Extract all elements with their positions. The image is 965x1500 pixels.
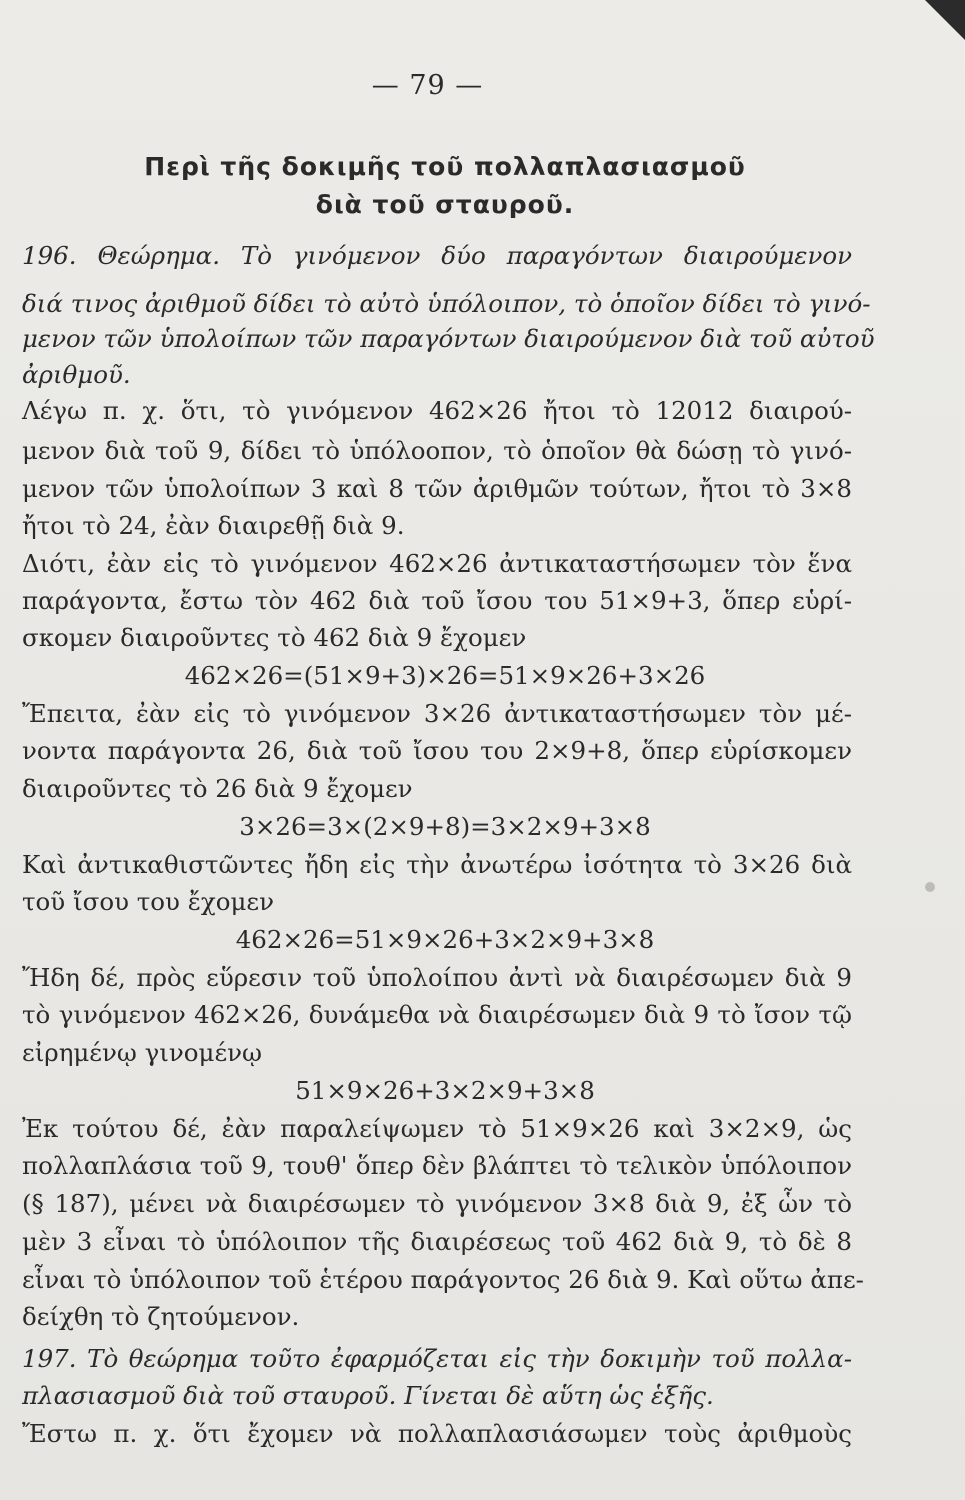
text-line: παράγοντα, ἔστω τὸν 462 διὰ τοῦ ἴσου του 51×9+3, ὅπερ εὑρί- — [22, 586, 852, 615]
equation: 462×26=(51×9+3)×26=51×9×26+3×26 — [184, 661, 706, 690]
text-line: μενον τῶν ὑπολοίπων τῶν παραγόντων διαιρούμενον διὰ τοῦ αὐτοῦ — [22, 324, 875, 353]
section-heading-continued: διὰ τοῦ σταυροῦ. — [315, 190, 575, 219]
text-line: τοῦ ἴσου του ἔχομεν — [22, 887, 274, 916]
text-line: Ἔπειτα, ἐὰν εἰς τὸ γινόμενον 3×26 ἀντικαταστήσωμεν τὸν μέ- — [22, 699, 852, 728]
text-line: πλασιασμοῦ διὰ τοῦ σταυροῦ. Γίνεται δὲ αὕτη ὡς ἑξῆς. — [22, 1381, 714, 1410]
text-line: διά τινος ἀριθμοῦ δίδει τὸ αὐτὸ ὑπόλοιπον, τὸ ὁποῖον δίδει τὸ γινό- — [22, 289, 871, 318]
text-line: Ἔστω π. χ. ὅτι ἔχομεν νὰ πολλαπλασιάσωμεν τοὺς ἀριθμοὺς — [22, 1419, 852, 1448]
text-line: 196. Θεώρημα. Τὸ γινόμενον δύο παραγόντων διαιρούμενον — [22, 241, 852, 270]
text-line: εἰρημένῳ γινομένῳ — [22, 1038, 263, 1067]
text-line: δείχθη τὸ ζητούμενον. — [22, 1302, 300, 1331]
text-line: νοντα παράγοντα 26, διὰ τοῦ ἴσου του 2×9+8, ὅπερ εὑρίσκομεν — [22, 736, 852, 765]
text-line: μενον διὰ τοῦ 9, δίδει τὸ ὑπόλοοπον, τὸ ὁποῖον θὰ δώσῃ τὸ γινό- — [22, 436, 852, 465]
text-line: τὸ γινόμενον 462×26, δυνάμεθα νὰ διαιρέσωμεν διὰ 9 τὸ ἴσον τῷ — [22, 1000, 852, 1029]
equation: 51×9×26+3×2×9+3×8 — [295, 1076, 595, 1105]
text-line: Ἤδη δέ, πρὸς εὕρεσιν τοῦ ὑπολοίπου ἀντὶ νὰ διαιρέσωμεν διὰ 9 — [22, 963, 852, 992]
text-line: διαιροῦντες τὸ 26 διὰ 9 ἔχομεν — [22, 774, 413, 803]
text-line: σκομεν διαιροῦντες τὸ 462 διὰ 9 ἔχομεν — [22, 623, 527, 652]
text-line: Ἐκ τούτου δέ, ἐὰν παραλείψωμεν τὸ 51×9×26 καὶ 3×2×9, ὡς — [22, 1114, 852, 1143]
page-corner — [925, 0, 965, 40]
text-line: 197. Τὸ θεώρημα τοῦτο ἐφαρμόζεται εἰς τὴν δοκιμὴν τοῦ πολλα- — [22, 1344, 852, 1373]
text-line: εἶναι τὸ ὑπόλοιπον τοῦ ἑτέρου παράγοντος 26 διὰ 9. Καὶ οὕτω ἀπε- — [22, 1265, 864, 1294]
text-line: Διότι, ἐὰν εἰς τὸ γινόμενον 462×26 ἀντικαταστήσωμεν τὸν ἕνα — [22, 549, 852, 578]
section-heading: Περὶ τῆς δοκιμῆς τοῦ πολλαπλασιασμοῦ — [144, 152, 746, 181]
text-line: Καὶ ἀντικαθιστῶντες ἤδη εἰς τὴν ἀνωτέρω ἰσότητα τὸ 3×26 διὰ — [22, 850, 852, 879]
text-line: ἤτοι τὸ 24, ἐὰν διαιρεθῇ διὰ 9. — [22, 511, 405, 540]
page-number: — 79 — — [371, 70, 484, 101]
ink-spot — [925, 882, 935, 892]
text-line: πολλαπλάσια τοῦ 9, τουθ' ὅπερ δὲν βλάπτει τὸ τελικὸν ὑπόλοιπον — [22, 1151, 852, 1180]
text-line: Λέγω π. χ. ὅτι, τὸ γινόμενον 462×26 ἤτοι τὸ 12012 διαιρού- — [22, 396, 852, 425]
equation: 3×26=3×(2×9+8)=3×2×9+3×8 — [239, 812, 651, 841]
text-line: (§ 187), μένει νὰ διαιρέσωμεν τὸ γινόμενον 3×8 διὰ 9, ἐξ ὧν τὸ — [22, 1189, 852, 1218]
equation: 462×26=51×9×26+3×2×9+3×8 — [235, 925, 655, 954]
text-line: μενον τῶν ὑπολοίπων 3 καὶ 8 τῶν ἀριθμῶν τούτων, ἤτοι τὸ 3×8 — [22, 474, 852, 503]
text-line: μὲν 3 εἶναι τὸ ὑπόλοιπον τῆς διαιρέσεως τοῦ 462 διὰ 9, τὸ δὲ 8 — [22, 1227, 852, 1256]
text-line: ἀριθμοῦ. — [22, 360, 131, 389]
